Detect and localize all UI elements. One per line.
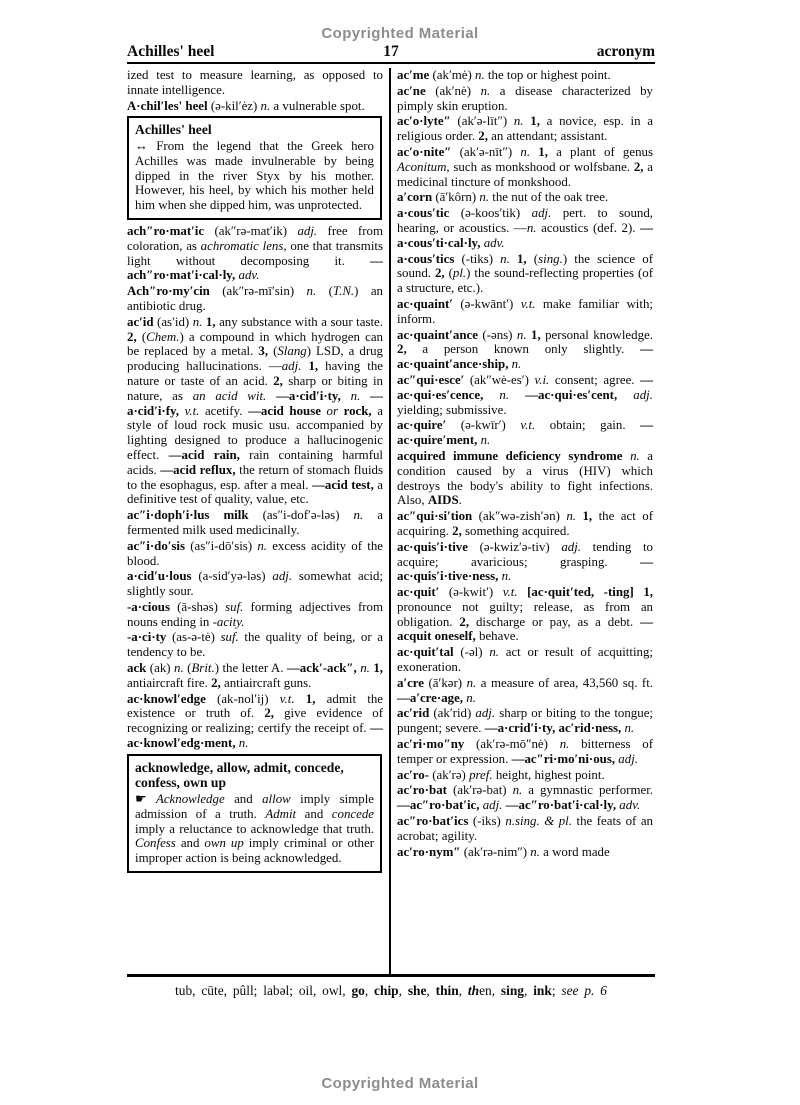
copyright-notice-top: Copyrighted Material <box>321 25 479 42</box>
column-right <box>397 68 653 974</box>
entry-acme: ac′me (ak′mė) n. the top or highest point. <box>397 68 611 82</box>
entry-acidulous: a·cid′u·lous (a-sid′yə-ləs) adj. somewhat acid; slightly sour. <box>127 569 383 599</box>
entry-acquaint: ac·quaint′ (ə-kwānt′) v.t. make familiar with; inform. <box>397 296 653 326</box>
entry-acorn: a′corn (ā′kôrn) n. the nut of the oak tree. <box>397 190 609 205</box>
running-head <box>127 43 655 61</box>
note-box-body: ☛ Acknowledge and allow imply simple admission of a truth. Admit and concede imply a reluctance to acknowledge that truth. Confess and own up imply criminal or other improper action is being acknowledged. <box>135 792 375 866</box>
entry-acre: a′cre (ā′kər) n. a measure of area, 43,560 sq. ft. —a′cre·age, n. <box>397 675 653 705</box>
entry-acidosis: ac″i·do′sis (as″i-dō′sis) n. excess acidity of the blood. <box>127 538 383 568</box>
entry-achromatic: ach″ro·mat′ic (ak″rə-mat′ik) adj. free from coloration, as achromatic lens, one that transmits light without decomposing it. —ach″ro·mat′i·cal·ly, adv. <box>127 223 383 283</box>
entry-acquired-immune-deficiency-syndrome: acquired immune deficiency syndrome n. a condition caused by a virus (HIV) which destroys the body's ability to fight infections. Also, AIDS. <box>397 448 653 508</box>
copyright-notice-bottom: Copyrighted Material <box>321 1075 479 1092</box>
entry-acquit: ac·quit′ (ə-kwit′) v.t. [ac·quit′ted, -ting] 1, pronounce not guilty; release, as from an obligation. 2, discharge or pay, as a debt. —acquit oneself, behave. <box>397 585 653 644</box>
note-box-title: acknowledge, allow, admit, concede, confess, own up <box>135 759 344 791</box>
entry-acidophilus-milk: ac″i·doph′i·lus milk (as″i-dof′ə-ləs) n. a fermented milk used medicinally. <box>127 508 383 537</box>
synonym-note-box <box>127 754 382 873</box>
entry-continuation-ized-test: ized test to measure learning, as opposed to innate intelligence. <box>127 68 383 97</box>
entry-acquisitive: ac·quis′i·tive (ə-kwiz′ə-tiv) adj. tending to acquire; avaricious; grasping. —ac·quis′i·tive·ness, n. <box>397 539 653 584</box>
entry-acquisition: ac″qui·si′tion (ak″wə-zish′ən) n. 1, the act of acquiring. 2, something acquired. <box>397 509 653 538</box>
entry-acrobat: ac′ro·bat (ak′rə-bat) n. a gymnastic performer. —ac″ro·bat′ic, adj. —ac″ro·bat′i·cal·ly, adv. <box>397 783 654 813</box>
entry-achilles-heel: A·chil′les' heel (ə-kil′ėz) n. a vulnerable spot. <box>127 98 365 113</box>
entry-acquiesce: ac″qui·esce′ (ak″wė-es′) v.i. consent; agree. —ac·qui·es′cence, n. —ac·qui·es′cent, adj. yielding; submissive. <box>397 372 653 417</box>
entry-acid: ac′id (as′id) n. 1, any substance with a sour taste. 2, (Chem.) a compound in which hydrogen can be replaced by a metal. 3, (Slang) LSD, a drug producing hallucinations. —adj. 1, having the nature or taste of an acid. 2, sharp or biting in nature, as an acid wit. —a·cid′i·ty, n. —a·cid′i·fy, v.t. acetify. —acid house or rock, a style of loud rock music usu. accompanied by lighting designed to produce a hallucinogenic effect. —acid rain, rain containing harmful acids. —acid reflux, the return of stomach fluids to the esophagus, esp. after a meal. —acid test, a definitive test of quality, value, etc. <box>127 314 384 507</box>
column-left <box>127 68 383 974</box>
page-content <box>127 43 655 999</box>
footer-rule <box>127 974 655 977</box>
text-columns <box>127 68 655 974</box>
note-box-body: ↔ From the legend that the Greek hero Achilles was made invulnerable by being dipped in the river Styx by his mother. However, his heel, by which his mother held him when she dipped him, was unprotected. <box>135 138 374 213</box>
entry-acronym: ac′ro·nym″ (ak′rə-nim″) n. a word made <box>397 844 610 859</box>
entry-acious: -a·cious (ā-shəs) suf. forming adjectives from nouns ending in -acity. <box>127 599 383 629</box>
entry-acoustic: a·cous′tic (ə-koos′tik) adj. pert. to sound, hearing, or acoustics. —n. acoustics (def. 2). —a·cous′ti·cal·ly, adv. <box>397 206 654 250</box>
guide-word-right: acronym <box>596 43 655 60</box>
entry-acoustics: a·cous′tics (-tiks) n. 1, (sing.) the science of sound. 2, (pl.) the sound-reflecting properties (of a structure, etc.). <box>397 251 654 296</box>
entry-aconite: ac′o·nite″ (ak′ə-nīt″) n. 1, a plant of genus Aconitum, such as monkshood or wolfsbane. 2, a medicinal tincture of monkshood. <box>397 144 653 189</box>
entry-acknowledge: ac·knowl′edge (ak-nol′ij) v.t. 1, admit the existence or truth of. 2, give evidence of recognizing or realizing; certify the receipt of. —ac·knowl′edg·ment, n. <box>127 691 383 751</box>
entry-acity: -a·ci·ty (as-ə-tė) suf. the quality of being, or a tendency to be. <box>127 630 383 660</box>
entry-acrimony: ac′ri·mo″ny (ak′rə-mō″nė) n. bitterness of temper or expression. —ac″ri·mo′ni·ous, adj. <box>397 737 653 766</box>
page-number: 17 <box>383 43 399 60</box>
pronunciation-key: tub, cūte, pûll; labəl; oil, owl, go, chip, she, thin, then, sing, ink; see p. 6 <box>175 983 607 998</box>
entry-acquire: ac·quire′ (ə-kwīr′) v.t. obtain; gain. —ac·quire′ment, n. <box>397 418 653 448</box>
entry-acquittal: ac·quit′tal (-əl) n. act or result of acquitting; exoneration. <box>397 645 653 675</box>
entry-acrid: ac′rid (ak′rid) adj. sharp or biting to the tongue; pungent; severe. —a·crid′i·ty, ac′rid·ness, n. <box>397 706 653 736</box>
guide-word-left: Achilles' heel <box>127 43 215 60</box>
entry-acquaintance: ac·quaint′ance (-əns) n. 1, personal knowledge. 2, a person known only slightly. —ac·quaint′ance·ship, n. <box>397 327 653 372</box>
achilles-heel-note-box <box>127 116 382 220</box>
note-box-title: Achilles' heel <box>135 122 212 138</box>
entry-acne: ac′ne (ak′nė) n. a disease characterized by pimply skin eruption. <box>397 83 654 113</box>
column-divider <box>389 68 391 974</box>
entry-ack: ack (ak) n. (Brit.) the letter A. —ack′-ack″, n. 1, antiaircraft fire. 2, antiaircraft guns. <box>127 661 383 690</box>
entry-acrobatics: ac″ro·bat′ics (-iks) n.sing. & pl. the feats of an acrobat; agility. <box>397 814 653 843</box>
entry-acolyte: ac′o·lyte″ (ak′ə-līt″) n. 1, a novice, esp. in a religious order. 2, an attendant; assistant. <box>397 114 653 144</box>
entry-acro-prefix: ac′ro- (ak′rə) pref. height, highest point. <box>397 767 605 782</box>
header-rule <box>127 62 655 64</box>
entry-achromycin: Ach″ro·my′cin (ak″rə-mī′sin) n. (T.N.) an antibiotic drug. <box>127 284 384 313</box>
